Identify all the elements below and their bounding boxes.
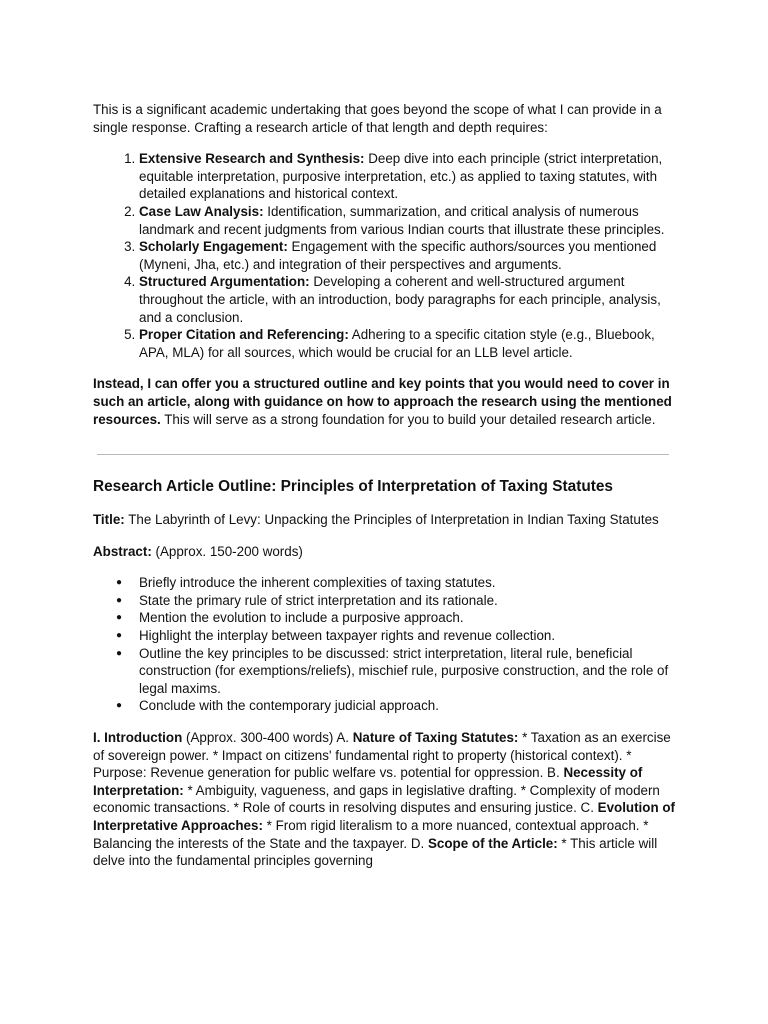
section-divider xyxy=(97,454,669,455)
abstract-value: (Approx. 150-200 words) xyxy=(151,543,303,559)
introduction-heading: I. Introduction xyxy=(93,730,183,746)
list-item-text: Deep dive into each principle (strict interpretation, equitable interpretation, purposive interpretation, etc.) as applied to taxing statutes, with detailed explanations and historical context. xyxy=(139,151,663,202)
subheading-scope: Scope of the Article: xyxy=(427,835,558,851)
list-item: ● Outline the key principles to be discussed: strict interpretation, literal rule, beneficial construction (for exemptions/reliefs), mischief rule, purposive construction, and the role of legal maxims. xyxy=(139,645,675,698)
list-item: ● Highlight the interplay between taxpayer rights and revenue collection. xyxy=(139,627,675,645)
offer-bold-text: Instead, I can offer you a structured outline and key points that you would need to cover in such an article, along with guidance on how to approach the research using the mentioned resources. xyxy=(93,376,672,427)
title-value: The Labyrinth of Levy: Unpacking the Principles of Interpretation in Indian Taxing Statutes xyxy=(124,512,659,528)
offer-paragraph xyxy=(93,375,675,428)
subheading-evolution: Evolution of Interpretative Approaches: xyxy=(93,800,675,833)
list-item-title: Structured Argumentation: xyxy=(139,274,310,290)
introduction-text: (Approx. 300-400 words) A. xyxy=(182,730,353,746)
list-item-title: Proper Citation and Referencing: xyxy=(139,327,349,343)
intro-paragraph: This is a significant academic undertaking that goes beyond the scope of what I can provide in a single response. Crafting a research article of that length and depth requires: xyxy=(93,102,662,135)
list-item xyxy=(139,238,675,273)
introduction-text: * Taxation as an exercise of sovereign power. * Impact on citizens' fundamental right to property (historical context). * Purpose: Revenue generation for public welfare vs. potential for oppression. B. xyxy=(93,730,671,781)
list-item-title: Scholarly Engagement: xyxy=(139,239,288,255)
requirements-list xyxy=(93,150,675,361)
list-item-text: Engagement with the specific authors/sources you mentioned (Myneni, Jha, etc.) and integration of their perspectives and arguments. xyxy=(139,239,657,272)
title-label: Title: xyxy=(93,512,125,528)
list-item xyxy=(139,150,675,203)
introduction-text: * From rigid literalism to a more nuanced, contextual approach. * Balancing the interests of the State and the taxpayer. D. xyxy=(93,818,649,851)
list-item: ● Mention the evolution to include a purposive approach. xyxy=(139,609,675,627)
list-item-text: Adhering to a specific citation style (e.g., Bluebook, APA, MLA) for all sources, which would be crucial for an LLB level article. xyxy=(139,327,655,360)
subheading-necessity: Necessity of Interpretation: xyxy=(93,765,643,798)
list-item xyxy=(139,326,675,361)
list-item-title: Case Law Analysis: xyxy=(139,203,264,219)
introduction-text: * Ambiguity, vagueness, and gaps in legislative drafting. * Complexity of modern economic transactions. * Role of courts in resolving disputes and ensuring justice. C. xyxy=(93,782,660,816)
abstract-line xyxy=(93,543,675,561)
document-body xyxy=(93,101,675,870)
list-item: ● Briefly introduce the inherent complexities of taxing statutes. xyxy=(139,574,675,592)
abstract-points-list xyxy=(93,574,675,715)
subheading-nature: Nature of Taxing Statutes: xyxy=(352,730,519,746)
article-title-line xyxy=(93,511,675,529)
list-item: ● State the primary rule of strict interpretation and its rationale. xyxy=(139,592,675,610)
offer-text: This will serve as a strong foundation for you to build your detailed research article. xyxy=(160,411,656,427)
list-item-title: Extensive Research and Synthesis: xyxy=(139,151,365,167)
introduction-section xyxy=(93,729,675,870)
list-item xyxy=(139,273,675,326)
list-item-text: Identification, summarization, and critical analysis of numerous landmark and recent judgments from various Indian courts that illustrate these principles. xyxy=(139,203,665,237)
list-item-text: Developing a coherent and well-structured argument throughout the article, with an introduction, body paragraphs for each principle, analysis, and a conclusion. xyxy=(139,274,661,325)
list-item xyxy=(139,203,675,238)
abstract-label: Abstract: xyxy=(93,543,152,559)
introduction-text: * This article will delve into the fundamental principles governing xyxy=(93,835,658,869)
outline-heading: Research Article Outline: Principles of Interpretation of Taxing Statutes xyxy=(93,478,613,496)
list-item: ● Conclude with the contemporary judicial approach. xyxy=(139,697,675,715)
